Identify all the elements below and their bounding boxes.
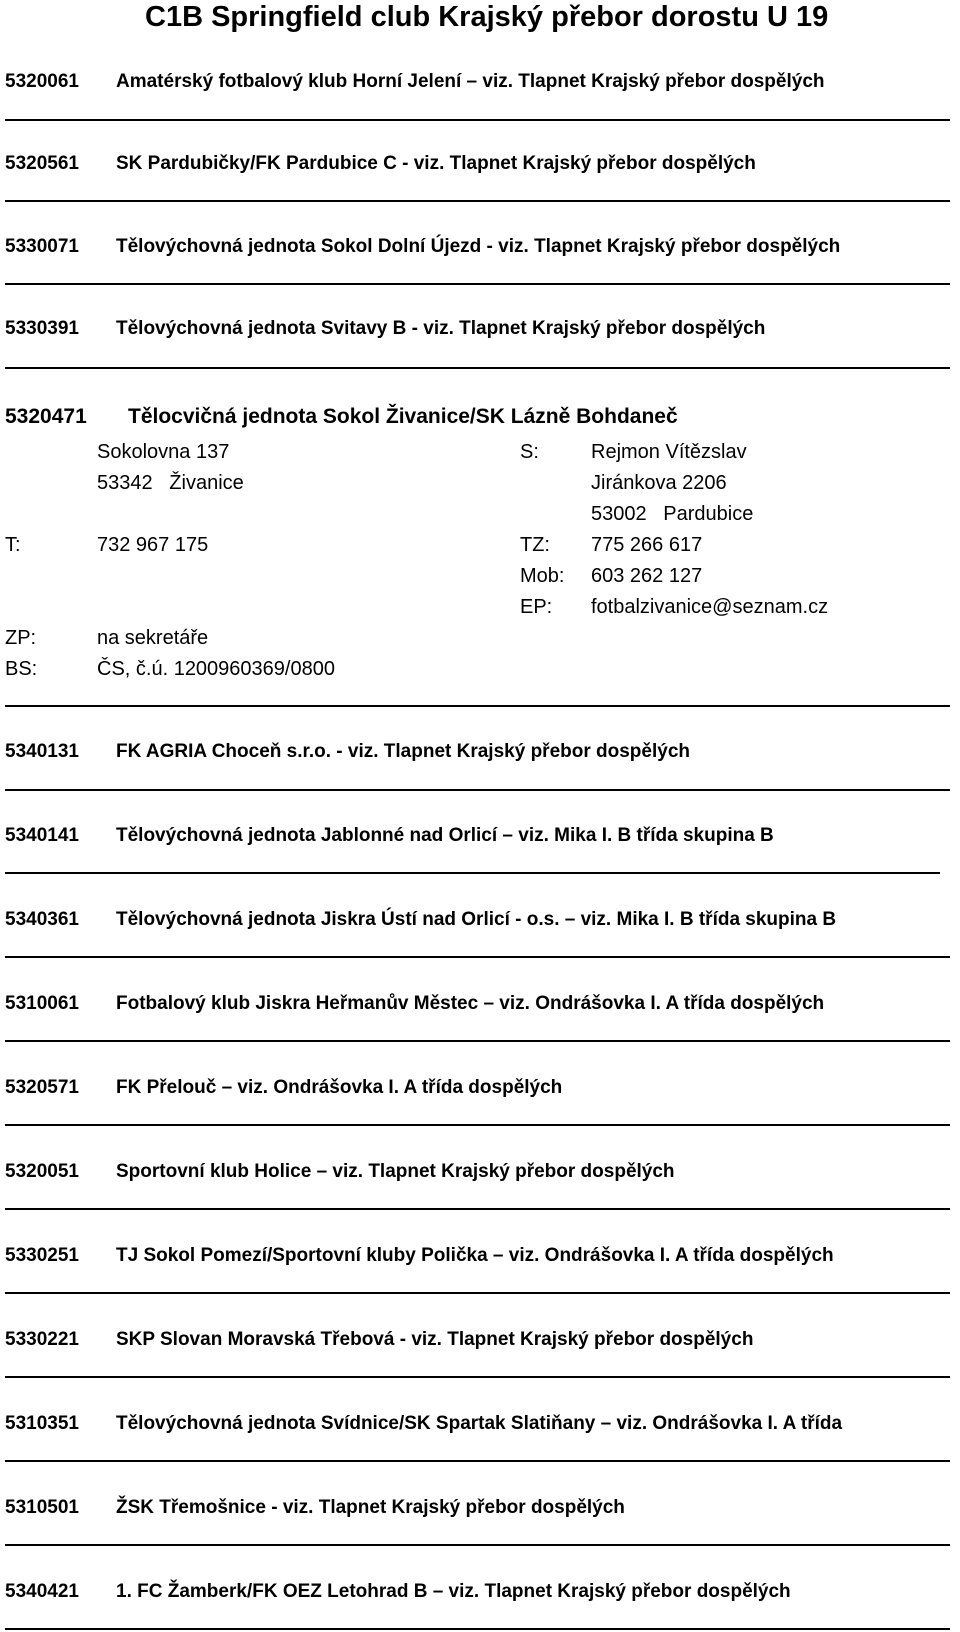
separator-line xyxy=(5,872,940,874)
separator-line xyxy=(5,1628,950,1630)
separator-line xyxy=(5,200,950,202)
club-name: Tělovýchovná jednota Jiskra Ústí nad Orlicí - o.s. – viz. Mika I. B třída skupina B xyxy=(116,909,837,930)
secretary-name: Rejmon Vítězslav xyxy=(591,441,747,463)
zp-label: ZP: xyxy=(5,627,37,649)
address-street: Sokolovna 137 xyxy=(97,441,230,463)
secretary-label: S: xyxy=(520,441,539,463)
separator-line xyxy=(5,956,950,958)
address-postcode: 53342 Živanice xyxy=(97,472,244,494)
separator-line xyxy=(5,367,950,369)
club-code: 5310061 xyxy=(5,993,79,1014)
separator-line xyxy=(5,1124,950,1126)
club-name: Tělocvičná jednota Sokol Živanice/SK Lázně Bohdaneč xyxy=(128,405,678,428)
club-name: TJ Sokol Pomezí/Sportovní kluby Polička – viz. Ondrášovka I. A třída dospělých xyxy=(116,1245,834,1266)
club-name: Sportovní klub Holice – viz. Tlapnet Krajský přebor dospělých xyxy=(116,1161,675,1182)
zp-value: na sekretáře xyxy=(97,627,209,649)
club-code: 5320051 xyxy=(5,1161,79,1182)
separator-line xyxy=(5,1208,950,1210)
mobile-label: Mob: xyxy=(520,565,565,587)
club-name: ŽSK Třemošnice - viz. Tlapnet Krajský přebor dospělých xyxy=(116,1497,625,1518)
secretary-city: 53002 Pardubice xyxy=(591,503,754,525)
club-code: 5310501 xyxy=(5,1497,79,1518)
club-code: 5320571 xyxy=(5,1077,79,1098)
separator-line xyxy=(5,789,950,791)
club-name: 1. FC Žamberk/FK OEZ Letohrad B – viz. Tlapnet Krajský přebor dospělých xyxy=(116,1581,791,1602)
club-code: 5330071 xyxy=(5,236,79,257)
separator-line xyxy=(5,1544,950,1546)
phone-value: 732 967 175 xyxy=(97,534,209,556)
club-code: 5330251 xyxy=(5,1245,79,1266)
club-code: 5310351 xyxy=(5,1413,79,1434)
mobile-value: 603 262 127 xyxy=(591,565,703,587)
club-code: 5320471 xyxy=(5,405,87,428)
club-code: 5340421 xyxy=(5,1581,79,1602)
club-name: SK Pardubičky/FK Pardubice C - viz. Tlapnet Krajský přebor dospělých xyxy=(116,153,756,174)
email-label: EP: xyxy=(520,596,553,618)
club-name: Tělovýchovná jednota Svídnice/SK Spartak Slatiňany – viz. Ondrášovka I. A třída xyxy=(116,1413,843,1434)
tz-label: TZ: xyxy=(520,534,550,556)
page-title: C1B Springfield club Krajský přebor dorostu U 19 xyxy=(145,1,829,33)
club-name: Tělovýchovná jednota Svitavy B - viz. Tlapnet Krajský přebor dospělých xyxy=(116,318,766,339)
club-code: 5340361 xyxy=(5,909,79,930)
separator-line xyxy=(5,1292,950,1294)
club-code: 5320061 xyxy=(5,71,79,92)
club-code: 5330221 xyxy=(5,1329,79,1350)
club-name: SKP Slovan Moravská Třebová - viz. Tlapnet Krajský přebor dospělých xyxy=(116,1329,754,1350)
club-name: Tělovýchovná jednota Jablonné nad Orlicí – viz. Mika I. B třída skupina B xyxy=(116,825,774,846)
bank-value: ČS, č.ú. 1200960369/0800 xyxy=(97,658,335,680)
bank-label: BS: xyxy=(5,658,38,680)
phone-label: T: xyxy=(5,534,21,556)
tz-value: 775 266 617 xyxy=(591,534,703,556)
separator-line xyxy=(5,1040,950,1042)
club-name: Fotbalový klub Jiskra Heřmanův Městec – viz. Ondrášovka I. A třída dospělých xyxy=(116,993,825,1014)
club-name: FK AGRIA Choceň s.r.o. - viz. Tlapnet Krajský přebor dospělých xyxy=(116,741,690,762)
separator-line xyxy=(5,1460,950,1462)
separator-line xyxy=(5,1376,950,1378)
club-name: Tělovýchovná jednota Sokol Dolní Újezd - viz. Tlapnet Krajský přebor dospělých xyxy=(116,236,841,257)
club-name: Amatérský fotbalový klub Horní Jelení – viz. Tlapnet Krajský přebor dospělých xyxy=(116,71,825,92)
club-code: 5330391 xyxy=(5,318,79,339)
separator-line xyxy=(5,705,950,707)
email-value: fotbalzivanice@seznam.cz xyxy=(591,596,829,618)
club-code: 5320561 xyxy=(5,153,79,174)
secretary-street: Jiránkova 2206 xyxy=(591,472,727,494)
separator-line xyxy=(5,119,950,121)
separator-line xyxy=(5,283,950,285)
club-code: 5340141 xyxy=(5,825,79,846)
club-code: 5340131 xyxy=(5,741,79,762)
club-name: FK Přelouč – viz. Ondrášovka I. A třída dospělých xyxy=(116,1077,563,1098)
